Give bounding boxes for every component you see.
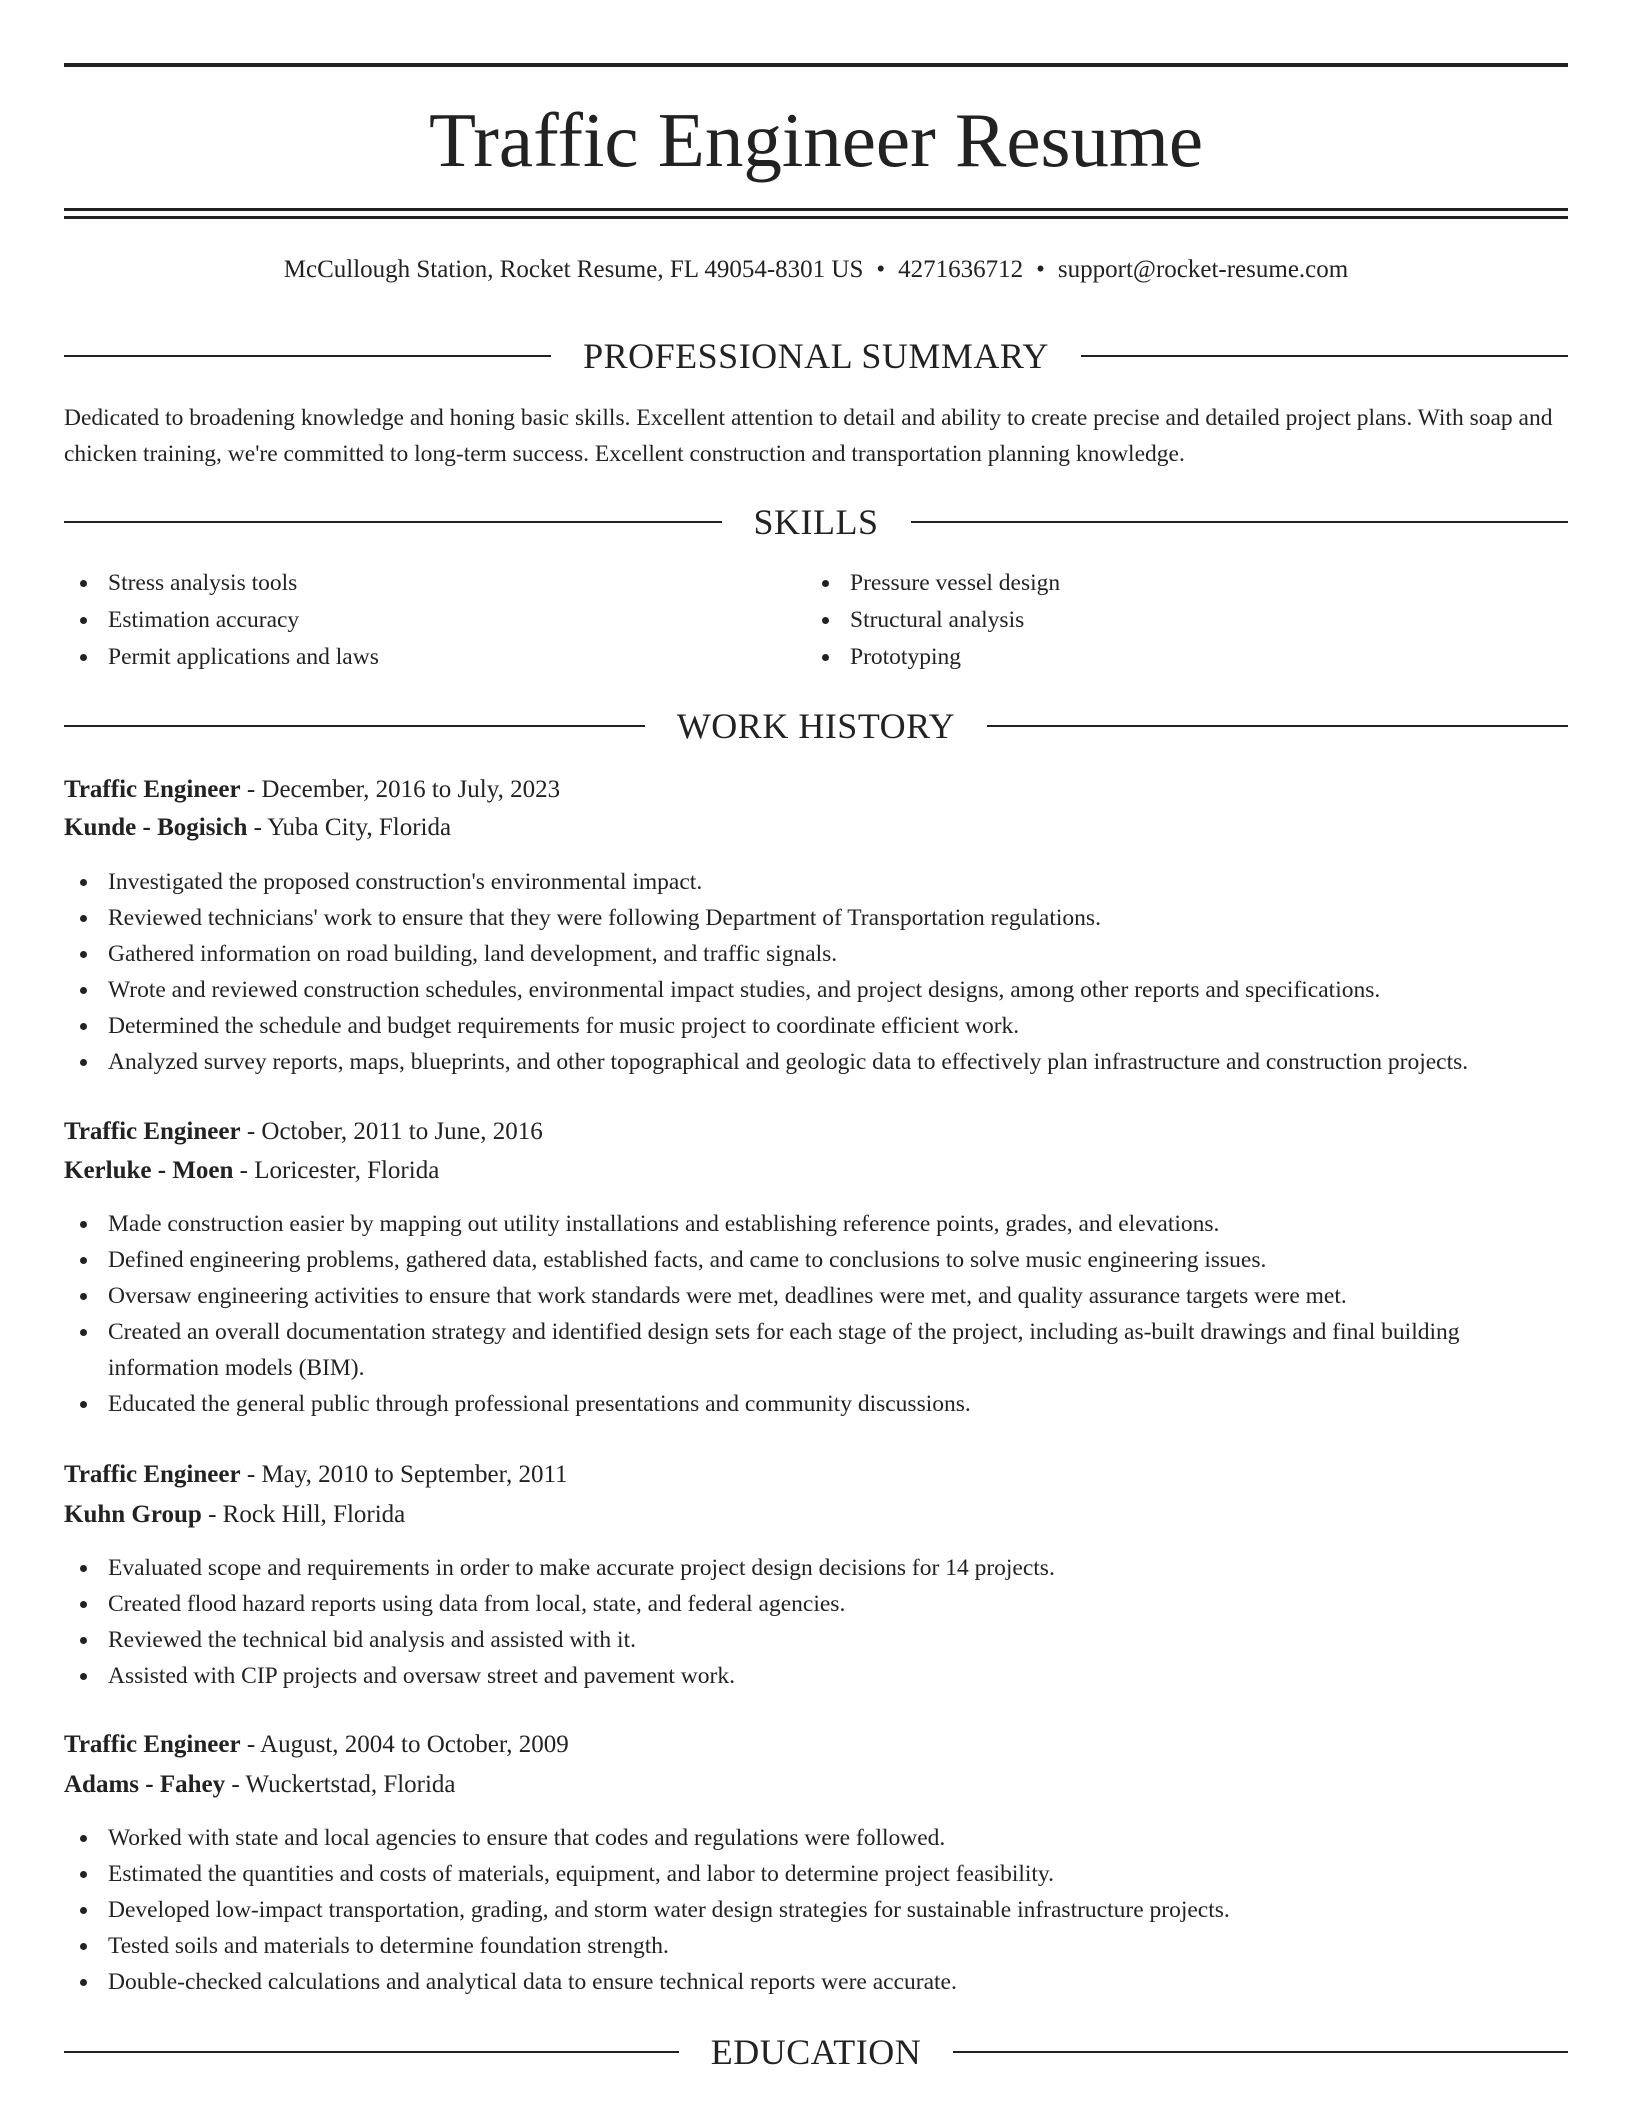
list-item: Made construction easier by mapping out utility installations and establishing reference points, grades, and elevations. (64, 1206, 1568, 1242)
title-rule-lower (64, 216, 1568, 219)
list-item: Oversaw engineering activities to ensure that work standards were met, deadlines were met, and quality assurance targets were met. (64, 1278, 1568, 1314)
skill-item: Structural analysis (806, 602, 1548, 639)
list-item: Tested soils and materials to determine foundation strength. (64, 1928, 1568, 1964)
top-rule (64, 63, 1568, 67)
job-dates: - December, 2016 to July, 2023 (240, 776, 561, 803)
list-item: Wrote and reviewed construction schedules, environmental impact studies, and project designs, among other reports and specifications. (64, 972, 1568, 1008)
contact-line (64, 252, 1568, 288)
job-company: Kerluke - Moen (64, 1157, 234, 1184)
contact-address: McCullough Station, Rocket Resume, FL 49054-8301 US (283, 256, 864, 283)
job-company: Adams - Fahey (64, 1771, 226, 1798)
section-header-work-history (64, 704, 1568, 748)
job-title-line (64, 1112, 1568, 1152)
job-company-line (64, 1765, 1568, 1805)
job-dates: - May, 2010 to September, 2011 (240, 1461, 568, 1488)
job-bullets (64, 1550, 1568, 1694)
list-item: Educated the general public through professional presentations and community discussions. (64, 1386, 1568, 1422)
skill-item: Pressure vessel design (806, 565, 1548, 602)
section-rule (911, 521, 1569, 523)
summary-text: Dedicated to broadening knowledge and honing basic skills. Excellent attention to detail and ability to create precise and detailed project plans. With soap and chicken training, we're committed to long-term success. Excellent construction and transportation planning knowledge. (64, 405, 1553, 467)
section-header-skills (64, 500, 1568, 544)
contact-phone: 4271636712 (898, 256, 1024, 283)
section-rule (64, 355, 551, 357)
job-location: - Loricester, Florida (233, 1157, 440, 1184)
list-item: Worked with state and local agencies to ensure that codes and regulations were followed. (64, 1820, 1568, 1856)
job-company-line (64, 808, 1568, 848)
section-rule (987, 725, 1568, 727)
list-item: Defined engineering problems, gathered data, established facts, and came to conclusions to solve music engineering issues. (64, 1242, 1568, 1278)
job-bullets (64, 864, 1568, 1080)
skill-item: Stress analysis tools (64, 565, 806, 602)
section-header-summary (64, 334, 1568, 378)
job-location: - Yuba City, Florida (247, 814, 452, 841)
job-title: Traffic Engineer (64, 1118, 241, 1145)
section-rule (64, 521, 722, 523)
section-title: PROFESSIONAL SUMMARY (583, 336, 1049, 376)
section-rule (1081, 355, 1568, 357)
list-item: Created an overall documentation strategy and identified design sets for each stage of the project, including as-built drawings and final building information models (BIM). (64, 1314, 1568, 1386)
skills-column-right (806, 565, 1548, 676)
job-company-line (64, 1151, 1568, 1191)
list-item: Created flood hazard reports using data from local, state, and federal agencies. (64, 1586, 1568, 1622)
job-company: Kunde - Bogisich (64, 814, 248, 841)
list-item: Assisted with CIP projects and oversaw street and pavement work. (64, 1658, 1568, 1694)
job-company: Kuhn Group (64, 1501, 202, 1528)
section-title: EDUCATION (710, 2032, 922, 2072)
job-bullets (64, 1206, 1568, 1422)
section-title: SKILLS (753, 502, 879, 542)
section-rule (64, 725, 645, 727)
page-title: Traffic Engineer Resume (428, 97, 1204, 183)
job-title-line (64, 770, 1568, 810)
list-item: Developed low-impact transportation, grading, and storm water design strategies for sustainable infrastructure projects. (64, 1892, 1568, 1928)
list-item: Double-checked calculations and analytical data to ensure technical reports were accurate. (64, 1964, 1568, 2000)
list-item: Determined the schedule and budget requirements for music project to coordinate efficient work. (64, 1008, 1568, 1044)
job-bullets (64, 1820, 1568, 2000)
section-rule (953, 2051, 1568, 2053)
job-location: - Wuckertstad, Florida (225, 1771, 456, 1798)
skills-list (64, 565, 1568, 676)
contact-email: support@rocket-resume.com (1057, 256, 1349, 283)
title-rule-upper (64, 208, 1568, 211)
job-dates: - October, 2011 to June, 2016 (240, 1118, 543, 1145)
list-item: Reviewed technicians' work to ensure that they were following Department of Transportation regulations. (64, 900, 1568, 936)
job-dates: - August, 2004 to October, 2009 (240, 1731, 569, 1758)
list-item: Investigated the proposed construction's environmental impact. (64, 864, 1568, 900)
section-header-education (64, 2030, 1568, 2074)
job-title-line (64, 1455, 1568, 1495)
job-title: Traffic Engineer (64, 1731, 241, 1758)
list-item: Reviewed the technical bid analysis and assisted with it. (64, 1622, 1568, 1658)
skill-item: Permit applications and laws (64, 639, 806, 676)
job-title: Traffic Engineer (64, 1461, 241, 1488)
job-title-line (64, 1725, 1568, 1765)
skills-column-left (64, 565, 806, 676)
list-item: Analyzed survey reports, maps, blueprints, and other topographical and geologic data to effectively plan infrastructure and construction projects. (64, 1044, 1568, 1080)
job-title: Traffic Engineer (64, 776, 241, 803)
contact-separator: • (876, 256, 886, 283)
job-company-line (64, 1495, 1568, 1535)
contact-separator: • (1036, 256, 1045, 283)
list-item: Estimated the quantities and costs of materials, equipment, and labor to determine project feasibility. (64, 1856, 1568, 1892)
section-title: WORK HISTORY (676, 706, 956, 746)
skill-item: Prototyping (806, 639, 1548, 676)
list-item: Evaluated scope and requirements in order to make accurate project design decisions for 14 projects. (64, 1550, 1568, 1586)
skill-item: Estimation accuracy (64, 602, 806, 639)
job-location: - Rock Hill, Florida (201, 1501, 406, 1528)
list-item: Gathered information on road building, land development, and traffic signals. (64, 936, 1568, 972)
section-rule (64, 2051, 679, 2053)
